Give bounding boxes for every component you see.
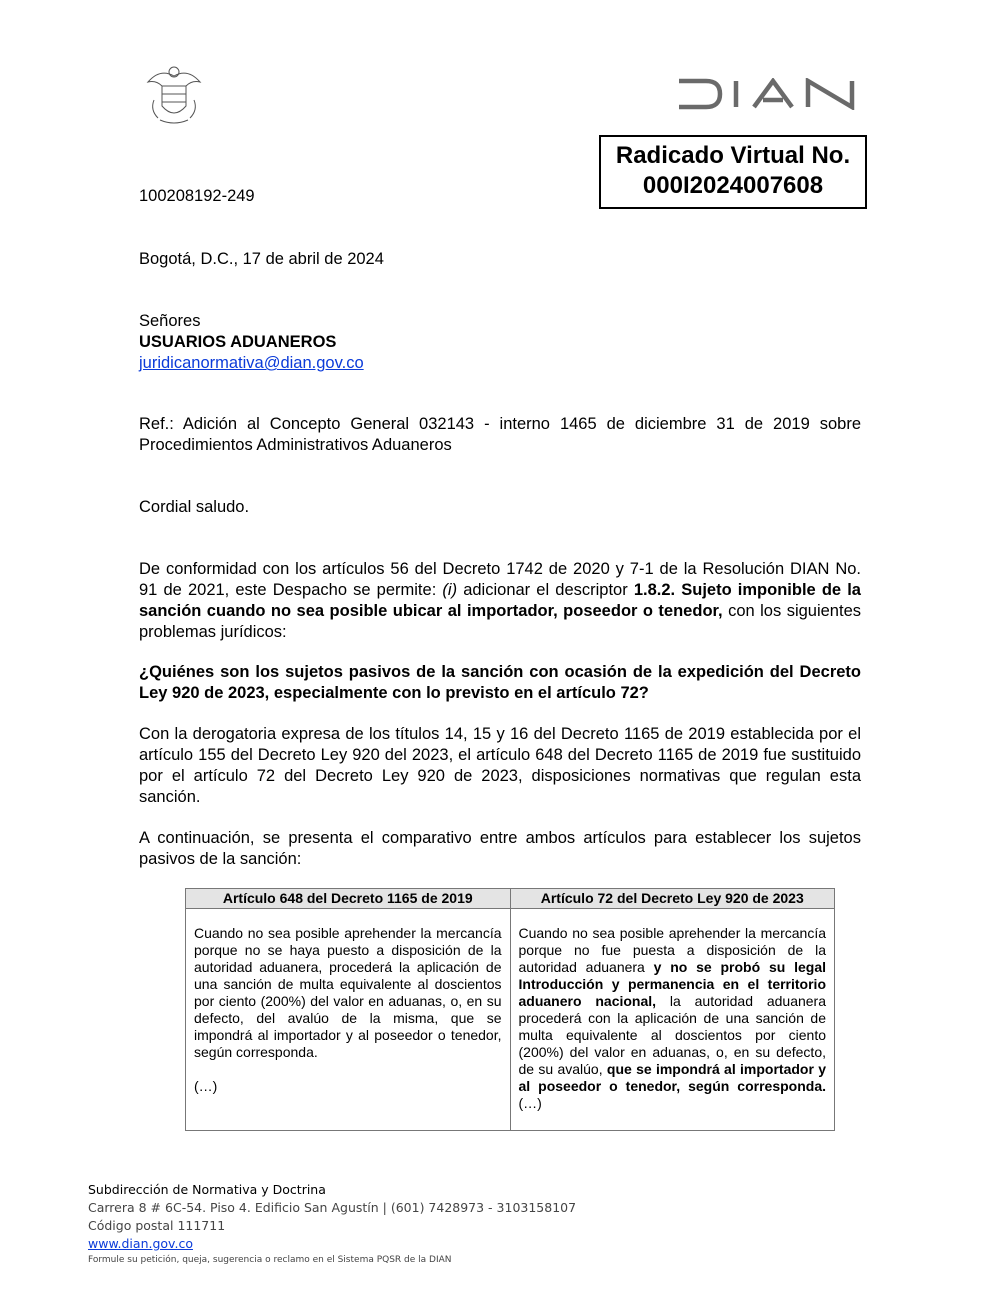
article-648-text: Cuando no sea posible aprehender la mercancía porque no se haya puesto a disposición de la autoridad aduanera, procederá la aplicación de una sanción de multa equivalente al doscientos por ciento (200%) del valor en aduanas, o, en su defecto, del avalúo de la misma, que se impondrá al importador y al poseedor o tenedor, según corresponda. xyxy=(194,925,502,1060)
dian-logo xyxy=(676,78,858,110)
reference-number: 100208192-249 xyxy=(139,187,255,205)
table-cell-648 xyxy=(186,909,511,1131)
coat-of-arms-icon xyxy=(140,60,208,128)
paragraph-intro xyxy=(139,559,861,643)
footer xyxy=(88,1181,576,1267)
recipient-block xyxy=(139,311,364,374)
radicado-box xyxy=(599,135,867,209)
paragraph-derogation: Con la derogatoria expresa de los títulos 14, 15 y 16 del Decreto 1165 de 2019 establecida por el artículo 155 del Decreto Ley 920 del 2023, el artículo 648 del Decreto 1165 de 2019 fue sustituido por el artículo 72 del Decreto Ley 920 de 2023, disposiciones normativas que regulan esta sanción. xyxy=(139,725,861,806)
intro-text-a: De conformidad con los artículos 56 del Decreto 1742 de 2020 y 7-1 de la Resolución DIAN No. 91 de 2021, este Despacho se permite: xyxy=(139,560,861,599)
article-72-text-b: la autoridad aduanera procederá con la aplicación de una sanción de multa equivalente al doscientos por ciento (200%) del valor en aduanas, o, en su defecto, de su avalúo, xyxy=(518,993,827,1077)
table-cell-72 xyxy=(510,909,835,1131)
radicado-number: 000I2024007608 xyxy=(642,172,824,199)
legal-question: ¿Quiénes son los sujetos pasivos de la sanción con ocasión de la expedición del Decreto Ley 920 de 2023, especialmente con lo previsto en el artículo 72? xyxy=(139,663,861,702)
comparison-table xyxy=(185,888,835,1131)
recipient-salutation: Señores xyxy=(139,312,201,330)
intro-text-b: adicionar el descriptor xyxy=(457,581,634,599)
footer-office: Subdirección de Normativa y Doctrina xyxy=(88,1182,326,1197)
footer-note: Formule su petición, queja, sugerencia o reclamo en el Sistema PQSR de la DIAN xyxy=(88,1255,452,1265)
descriptor-title: 1.8.2. Sujeto imponible de la sanción cuando no sea posible ubicar al importador, poseedor o tenedor, xyxy=(139,581,861,620)
footer-address: Carrera 8 # 6C-54. Piso 4. Edificio San Agustín | (601) 7428973 - 3103158107 xyxy=(88,1200,577,1215)
reference-line: Ref.: Adición al Concepto General 032143 - interno 1465 de diciembre 31 de 2019 sobre Procedimientos Administrativos Aduaneros xyxy=(139,415,861,454)
table-header-648: Artículo 648 del Decreto 1165 de 2019 xyxy=(186,889,511,909)
recipient-name: USUARIOS ADUANEROS xyxy=(139,333,337,351)
paragraph-comparison: A continuación, se presenta el comparativo entre ambos artículos para establecer los sujetos pasivos de la sanción: xyxy=(139,829,861,868)
table-header-72: Artículo 72 del Decreto Ley 920 de 2023 xyxy=(510,889,835,909)
article-72-bold-a: y no se probó su legal Introducción y permanencia en el territorio aduanero nacional, xyxy=(518,959,826,1009)
footer-postal: Código postal 111711 xyxy=(88,1218,226,1233)
place-date: Bogotá, D.C., 17 de abril de 2024 xyxy=(139,250,384,268)
recipient-email-link[interactable]: juridicanormativa@dian.gov.co xyxy=(139,354,364,372)
article-72-ellipsis: (…) xyxy=(518,1095,542,1111)
article-72-bold-b: que se impondrá al importador y al poseedor o tenedor, según corresponda. xyxy=(518,1061,826,1094)
intro-italic: (i) xyxy=(442,581,458,599)
footer-website-link[interactable]: www.dian.gov.co xyxy=(88,1236,193,1251)
article-72-text-a: Cuando no sea posible aprehender la mercancía porque no fue puesta a disposición de la autoridad aduanera xyxy=(518,925,826,975)
intro-text-c: con los siguientes problemas jurídicos: xyxy=(139,602,861,641)
greeting: Cordial saludo. xyxy=(139,498,250,516)
radicado-label: Radicado Virtual No. xyxy=(615,142,851,169)
article-648-ellipsis: (…) xyxy=(194,1078,218,1094)
